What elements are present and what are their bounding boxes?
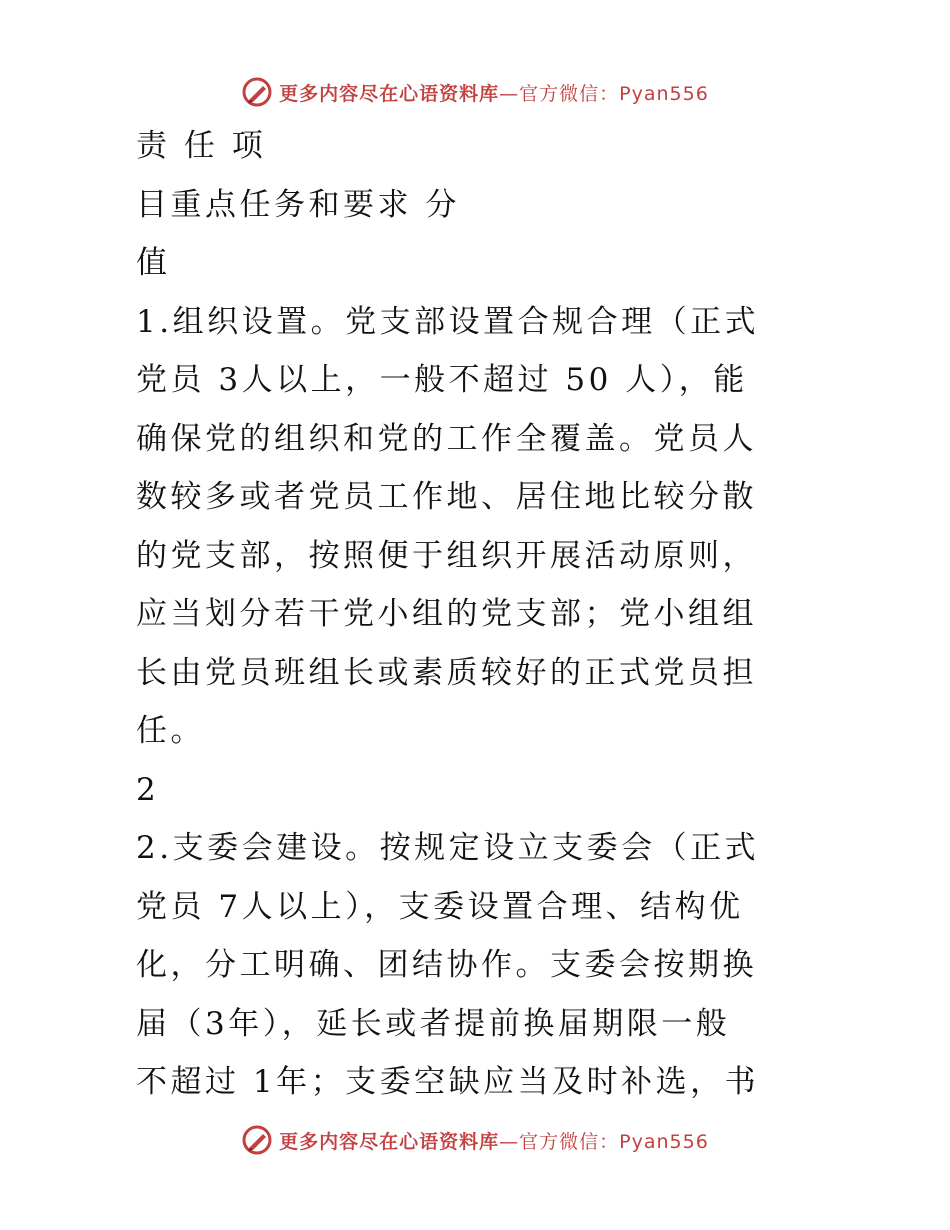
document-body	[136, 117, 776, 1112]
watermark-contact-text: 官方微信：Pyan556	[519, 82, 709, 105]
pen-logo-icon	[241, 1124, 273, 1156]
text-line: 届（3年），延长或者提前换届期限一般	[136, 1005, 731, 1042]
text-line: 长由党员班组长或素质较好的正式党员担	[136, 654, 757, 691]
text-line: 责 任 项	[136, 128, 267, 164]
watermark-main-text: 更多内容尽在心语资料库	[279, 1130, 500, 1153]
header-watermark-banner	[0, 72, 950, 112]
watermark-main-text: 更多内容尽在心语资料库	[279, 82, 500, 105]
text-line: 确保党的组织和党的工作全覆盖。党员人	[136, 420, 757, 457]
watermark-contact-text: 官方微信：Pyan556	[519, 1130, 709, 1153]
pen-logo-icon	[241, 76, 273, 108]
watermark-separator: —	[499, 1130, 520, 1153]
text-line: 值	[136, 245, 171, 281]
watermark-separator: —	[499, 82, 520, 105]
text-line: 的党支部，按照便于组织开展活动原则，	[136, 537, 757, 574]
text-line: 2.支委会建设。按规定设立支委会（正式	[136, 830, 760, 866]
footer-watermark-banner	[0, 1120, 950, 1160]
text-line: 党员 7人以上），支委设置合理、结构优	[136, 888, 744, 925]
watermark-text	[279, 1127, 709, 1154]
text-line: 不超过 1年；支委空缺应当及时补选，书	[136, 1064, 760, 1100]
text-line: 党员 3人以上，一般不超过 50 人），能	[136, 362, 748, 398]
text-line: 目重点任务和要求 分	[136, 186, 460, 223]
text-line: 任。	[136, 713, 205, 749]
text-line: 数较多或者党员工作地、居住地比较分散	[136, 479, 757, 515]
text-line: 化，分工明确、团结协作。支委会按期换	[136, 947, 757, 983]
text-line: 应当划分若干党小组的党支部；党小组组	[136, 596, 757, 632]
watermark-text	[279, 79, 709, 106]
text-line: 1.组织设置。党支部设置合规合理（正式	[136, 303, 760, 340]
text-line: 2	[136, 771, 160, 808]
